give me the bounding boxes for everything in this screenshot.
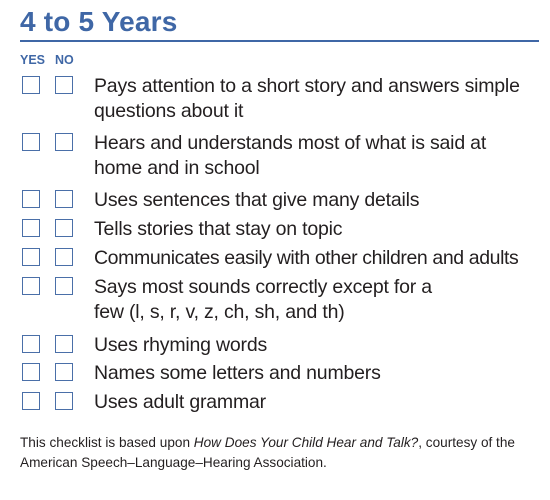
no-checkbox[interactable] xyxy=(55,392,73,410)
no-checkbox[interactable] xyxy=(55,190,73,208)
yes-column-header: YES xyxy=(20,53,46,67)
no-checkbox[interactable] xyxy=(55,248,73,266)
checklist-item-text: Says most sounds correctly except for a few (l, s, r, v, z, ch, sh, and th) xyxy=(94,276,432,323)
no-checkbox[interactable] xyxy=(55,133,73,151)
no-checkbox[interactable] xyxy=(55,363,73,381)
no-checkbox[interactable] xyxy=(55,277,73,295)
no-checkbox[interactable] xyxy=(55,76,73,94)
checklist-item-text: Communicates easily with other children and adults xyxy=(94,247,519,269)
checklist-item-text: Tells stories that stay on topic xyxy=(94,218,343,240)
checklist-item-text: Uses sentences that give many details xyxy=(94,189,420,211)
source-footnote xyxy=(20,433,540,473)
section-title: 4 to 5 Years xyxy=(20,6,178,37)
yes-checkbox[interactable] xyxy=(22,392,40,410)
footnote-suffix: , courtesy of the American Speech–Language–Hearing Association. xyxy=(20,435,515,470)
yes-checkbox[interactable] xyxy=(22,248,40,266)
no-checkbox[interactable] xyxy=(55,335,73,353)
no-checkbox[interactable] xyxy=(55,219,73,237)
yes-checkbox[interactable] xyxy=(22,133,40,151)
yes-checkbox[interactable] xyxy=(22,190,40,208)
checklist-item-text: Hears and understands most of what is said at home and in school xyxy=(94,132,487,179)
yes-checkbox[interactable] xyxy=(22,335,40,353)
checklist-item-text: Uses rhyming words xyxy=(94,334,268,356)
title-rule xyxy=(20,40,539,42)
footnote-source-title: How Does Your Child Hear and Talk? xyxy=(193,435,419,450)
yes-checkbox[interactable] xyxy=(22,363,40,381)
checklist-item-text: Names some letters and numbers xyxy=(94,362,381,384)
checklist-item-text: Pays attention to a short story and answers simple questions about it xyxy=(94,75,520,122)
no-column-header: NO xyxy=(55,53,74,67)
checklist-item-text: Uses adult grammar xyxy=(94,391,266,413)
footnote-prefix: This checklist is based upon xyxy=(20,435,194,450)
yes-checkbox[interactable] xyxy=(22,219,40,237)
yes-checkbox[interactable] xyxy=(22,76,40,94)
yes-checkbox[interactable] xyxy=(22,277,40,295)
